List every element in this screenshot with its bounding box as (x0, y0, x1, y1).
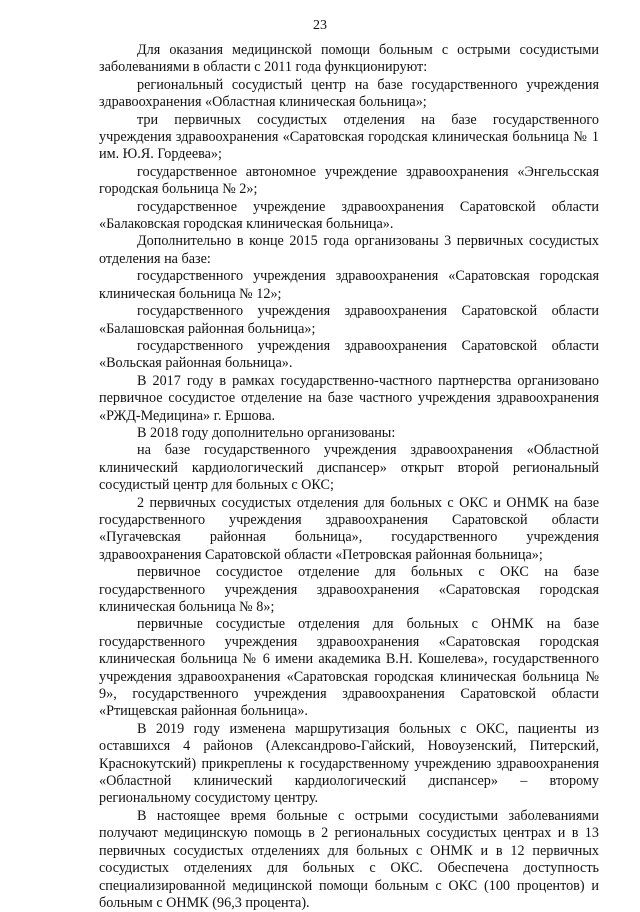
paragraph: Для оказания медицинской помощи больным с острыми сосудистыми заболеваниями в области с 2011 года функционируют: (99, 42, 599, 76)
paragraph: В 2019 году изменена маршрутизация больных с ОКС, пациенты из оставшихся 4 районов (Александрово-Гайский, Новоузенский, Питерский, Краснокутский) прикреплены к государственному учреждению здравоохранения «Областной клинический кардиологический диспансер» – второму региональному сосудистому центру. (99, 720, 599, 807)
document-body (99, 42, 599, 912)
paragraph: В 2017 году в рамках государственно-частного партнерства организовано первичное сосудистое отделение на базе частного учреждения здравоохранения «РЖД-Медицина» г. Ершова. (99, 372, 599, 424)
page-number: 23 (313, 18, 327, 33)
paragraph: В настоящее время больные с острыми сосудистыми заболеваниями получают медицинскую помощь в 2 региональных сосудистых центрах и в 13 первичных сосудистых отделениях для больных с ОНМК и в 12 первичных сосудистых отделениях для больных с ОКС. Обеспечена доступность специализированной медицинской помощи больным с ОКС (100 процентов) и больным с ОНМК (96,3 процента). (99, 807, 599, 911)
paragraph: государственного учреждения здравоохранения Саратовской области «Вольская районная больница». (99, 337, 599, 372)
paragraph: первичные сосудистые отделения для больных с ОНМК на базе государственного учреждения здравоохранения «Саратовская городская клиническая больница № 6 имени академика В.Н. Кошелева», государственного учреждения здравоохранения «Саратовская городская клиническая больница № 9», государственного учреждения здравоохранения Саратовской области «Ртищевская районная больница». (99, 616, 599, 720)
paragraph: государственного учреждения здравоохранения «Саратовская городская клиническая больница № 12»; (99, 268, 599, 302)
paragraph: на базе государственного учреждения здравоохранения «Областной клинический кардиологический диспансер» открыт второй региональный сосудистый центр для больных с ОКС; (99, 442, 599, 494)
paragraph: три первичных сосудистых отделения на базе государственного учреждения здравоохранения «Саратовская городская клиническая больница № 1 им. Ю.Я. Гордеева»; (99, 111, 599, 163)
paragraph: региональный сосудистый центр на базе государственного учреждения здравоохранения «Областная клиническая больница»; (99, 76, 599, 111)
paragraph: В 2018 году дополнительно организованы: (137, 424, 396, 441)
paragraph: 2 первичных сосудистых отделения для больных с ОКС и ОНМК на базе государственного учреждения здравоохранения Саратовской области «Пугачевская районная больница», государственного учреждения здравоохранения Саратовской области «Петровская районная больница»; (99, 494, 599, 563)
paragraph: государственного учреждения здравоохранения Саратовской области «Балашовская районная больница»; (99, 303, 599, 337)
paragraph: государственное учреждение здравоохранения Саратовской области «Балаковская городская клиническая больница». (99, 198, 599, 233)
paragraph: Дополнительно в конце 2015 года организованы 3 первичных сосудистых отделения на базе: (99, 233, 599, 267)
paragraph: первичное сосудистое отделение для больных с ОКС на базе государственного учреждения здравоохранения «Саратовская городская клиническая больница № 8»; (99, 564, 599, 615)
paragraph: государственное автономное учреждение здравоохранения «Энгельсская городская больница № 2»; (99, 163, 599, 198)
